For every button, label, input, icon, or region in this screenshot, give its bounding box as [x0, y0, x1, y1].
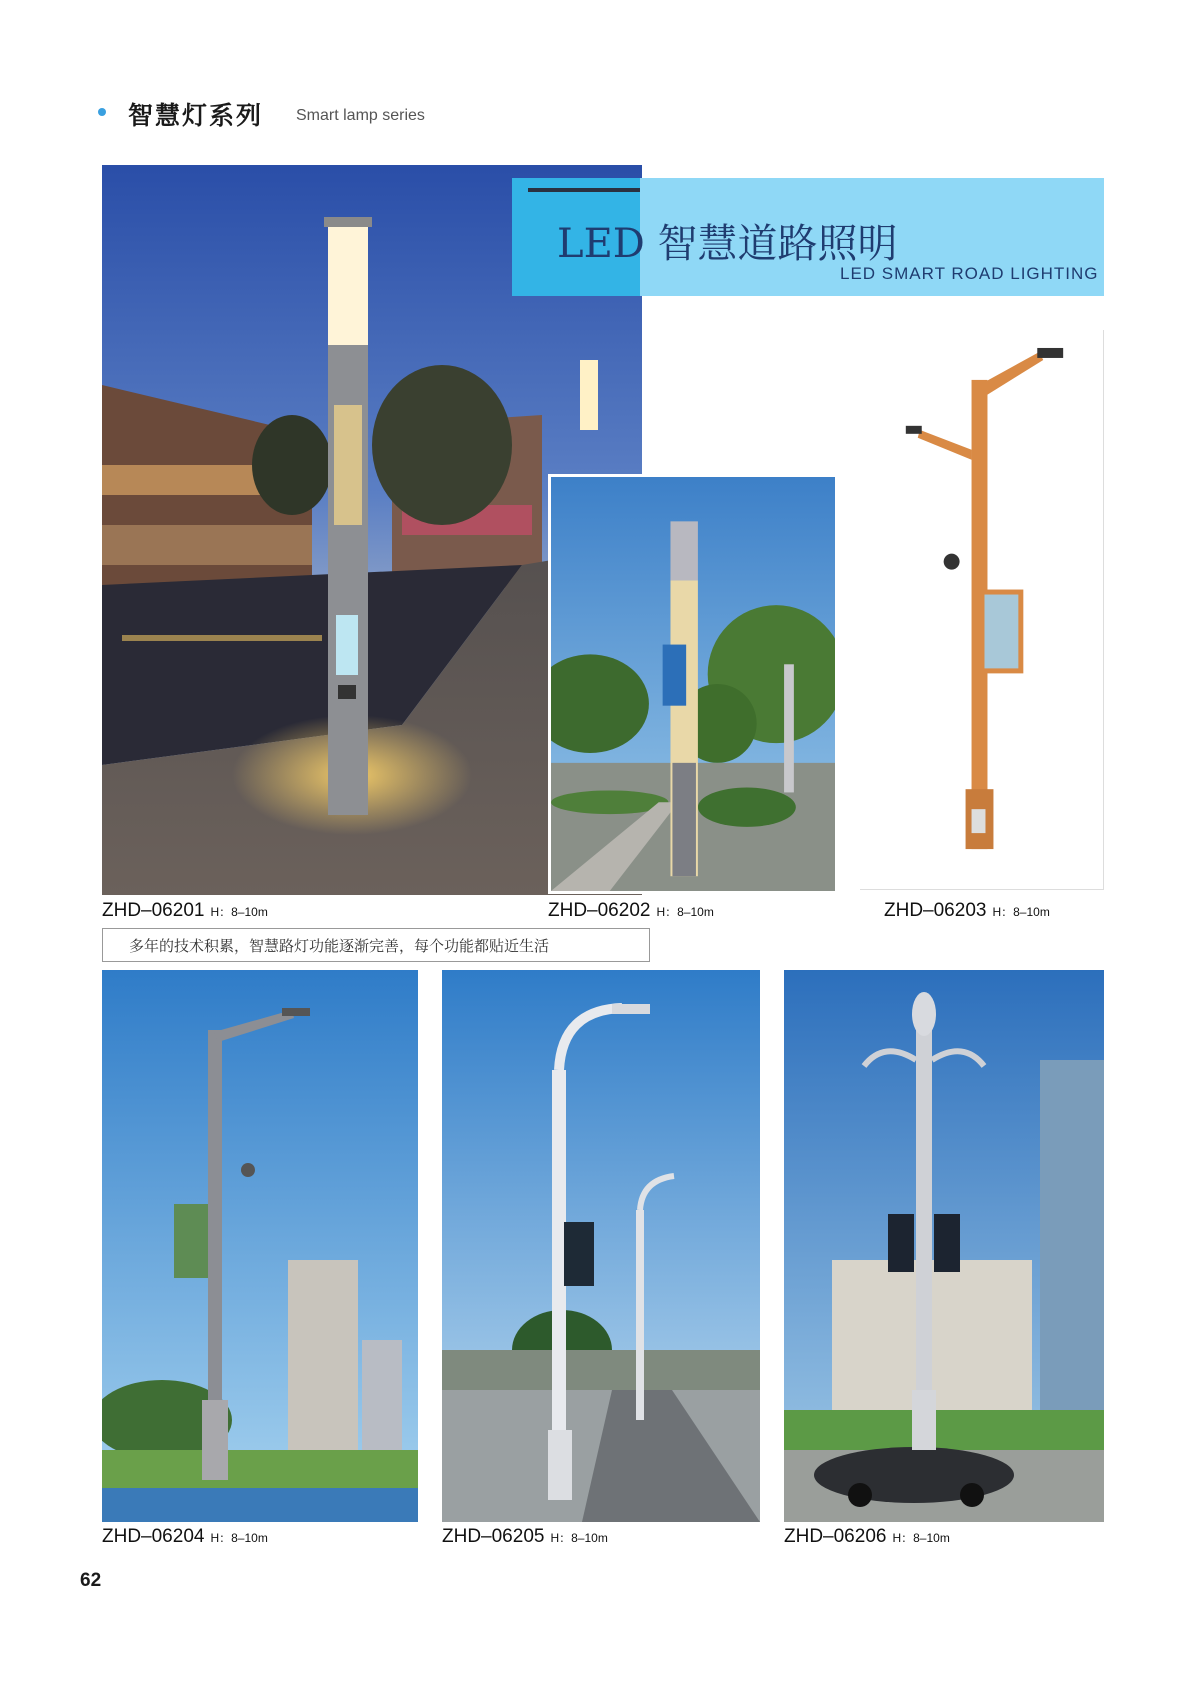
section-title-cn: 智慧灯系列 [128, 101, 264, 130]
caption-06205 [442, 1526, 608, 1548]
product-photo-06202 [548, 474, 838, 894]
caption-06204 [102, 1526, 268, 1548]
product-photo-06203 [860, 330, 1104, 890]
banner-title-cn: LED 智慧道路照明 [557, 221, 898, 267]
banner-rule [528, 188, 640, 192]
model-number: ZHD–06204 [102, 1526, 205, 1547]
caption-06201 [102, 900, 268, 922]
caption-06206 [784, 1526, 950, 1548]
height-spec: H：8–10m [656, 905, 714, 919]
model-number: ZHD–06202 [548, 900, 651, 921]
banner-title-en: LED SMART ROAD LIGHTING [840, 264, 1099, 283]
model-number: ZHD–06201 [102, 900, 205, 921]
model-number: ZHD–06203 [884, 900, 987, 921]
height-spec: H：8–10m [210, 905, 268, 919]
product-photo-06206 [784, 970, 1104, 1522]
caption-06203 [884, 900, 1050, 922]
model-number: ZHD–06206 [784, 1526, 887, 1547]
height-spec: H：8–10m [210, 1531, 268, 1545]
model-number: ZHD–06205 [442, 1526, 545, 1547]
product-photo-06205 [442, 970, 760, 1522]
section-title-en: Smart lamp series [296, 107, 425, 124]
page-number: 62 [80, 1570, 102, 1591]
height-spec: H：8–10m [992, 905, 1050, 919]
height-spec: H：8–10m [892, 1531, 950, 1545]
header-bullet [98, 108, 106, 116]
height-spec: H：8–10m [550, 1531, 608, 1545]
product-photo-06204 [102, 970, 418, 1522]
feature-note: 多年的技术积累，智慧路灯功能逐渐完善，每个功能都贴近生活 [102, 928, 650, 962]
caption-06202 [548, 900, 714, 922]
